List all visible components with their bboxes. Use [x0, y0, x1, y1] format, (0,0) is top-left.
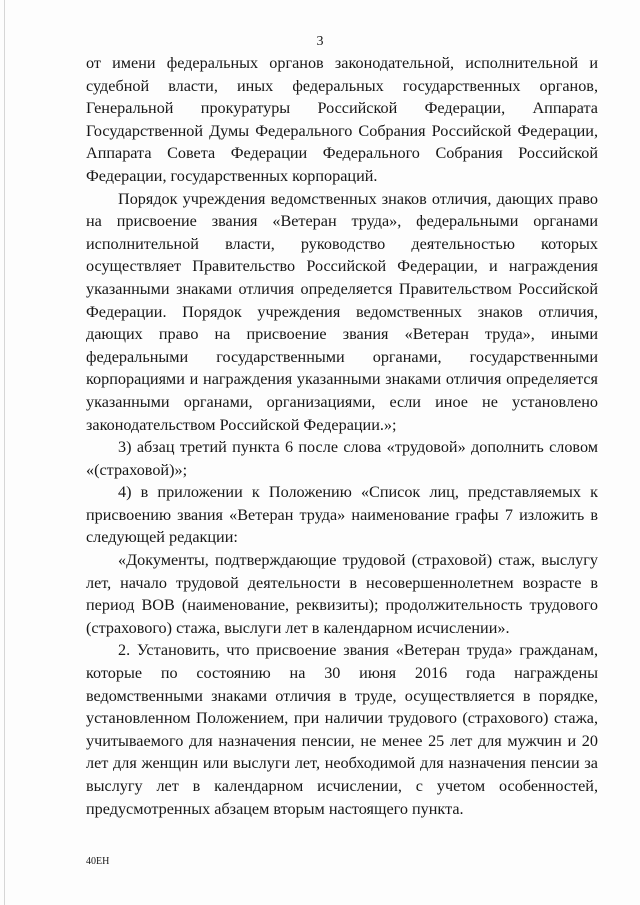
page-number: 3 [316, 34, 324, 49]
paragraph-continuation: от имени федеральных органов законодательной, исполнительной и судебной власти, иных федеральных государственных органов, Генеральной прокуратуры Российской Федерации, Аппарата Государственной Думы Федерального Собрания Российской Федерации, Аппарата Совета Федерации Федерального Собрания Российской Федерации, государственных корпораций. [86, 54, 598, 185]
paragraph-item-3: 3) абзац третий пункта 6 после слова «трудовой» дополнить словом «(страховой)»; [86, 438, 598, 479]
paragraph-item-4: 4) в приложении к Положению «Список лиц, представляемых к присвоению звания «Ветеран труда» наименование графы 7 изложить в следующей редакции: [86, 483, 598, 547]
document-body [86, 52, 598, 820]
paragraph-quoted-column-title: «Документы, подтверждающие трудовой (страховой) стаж, выслугу лет, начало трудовой деятельности в несовершеннолетнем возрасте в период ВОВ (наименование, реквизиты); продолжительность трудового (страхового) стажа, выслуги лет в календарном исчислении». [86, 551, 598, 637]
paragraph-procedure: Порядок учреждения ведомственных знаков отличия, дающих право на присвоение звания «Ветеран труда», федеральными органами исполнительной власти, руководство деятельностью которых осуществляет Правительство Российской Федерации, и награждения указанными знаками отличия определяется Правительством Российской Федерации. Порядок учреждения ведомственных знаков отличия, дающих право на присвоение звания «Ветеран труда», иными федеральными государственными органами, государственными корпорациями и награждения указанными знаками отличия определяется указанными органами, организациями, если иное не установлено законодательством Российской Федерации.»; [86, 189, 598, 434]
paragraph-article-2: 2. Установить, что присвоение звания «Ветеран труда» гражданам, которые по состоянию на 30 июня 2016 года награждены ведомственными знаками отличия в труде, осуществляется в порядке, установленном Положением, при наличии трудового (страхового) стажа, учитываемого для назначения пенсии, не менее 25 лет для мужчин и 20 лет для женщин или выслуги лет, необходимой для назначения пенсии за выслугу лет в календарном исчислении, с учетом особенностей, предусмотренных абзацем вторым настоящего пункта. [86, 641, 598, 818]
scan-edge [4, 0, 5, 905]
footer-code: 40EH [86, 856, 110, 867]
